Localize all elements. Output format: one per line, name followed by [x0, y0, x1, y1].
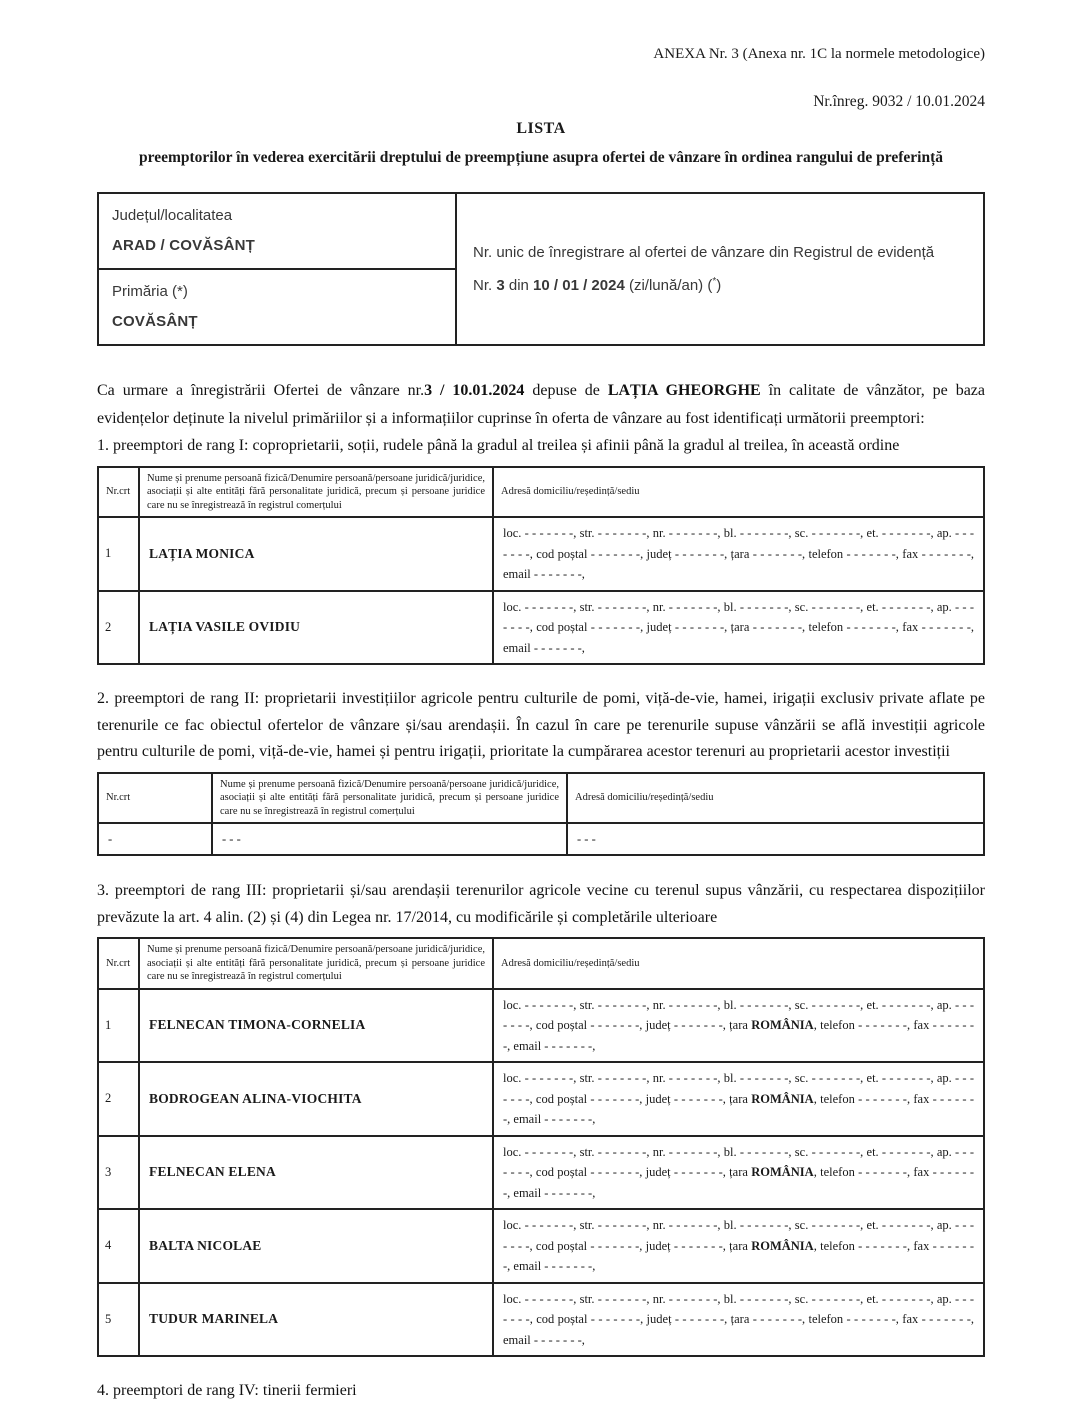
intro-paragraph: Ca urmare a înregistrării Ofertei de vânzare nr.3 / 10.01.2024 depuse de LAȚIA GHEORGHE în calitate de vânzător, pe baza evidențelor deținute la nivelul primăriilor și a informațiilor cuprinse în oferta de vânzare au fost identificați următorii preemptori:	[97, 382, 985, 427]
table-row	[98, 517, 984, 591]
table-row	[98, 823, 984, 855]
footnote-asterisk: *	[712, 276, 717, 287]
rang3-header-row	[98, 938, 984, 989]
row-number: 5	[98, 1283, 139, 1357]
column-header-address: Adresă domiciliu/reședință/sediu	[493, 938, 984, 989]
preemptor-address: loc. - - - - - - -, str. - - - - - - -, nr. - - - - - - -, bl. - - - - - - -, sc. - - - - - - -, et. - - - - - - -, ap. - - - - - - -, cod poștal - - - - - - -, județ - - - - - - -, țara ROMÂNIA, telefon - - - - - - -, fax - - - - - - -, email - - - - - - -,	[493, 1136, 984, 1210]
registry-number-line: Nr. 3 din 10 / 01 / 2024 (zi/lună/an) (*)	[473, 276, 722, 294]
row-number: 3	[98, 1136, 139, 1210]
preemptor-name: - - -	[212, 823, 567, 855]
table-row	[98, 1062, 984, 1136]
preemptor-address: loc. - - - - - - -, str. - - - - - - -, nr. - - - - - - -, bl. - - - - - - -, sc. - - - - - - -, et. - - - - - - -, ap. - - - - - - -, cod poștal - - - - - - -, județ - - - - - - -, țara ROMÂNIA, telefon - - - - - - -, fax - - - - - - -, email - - - - - - -,	[493, 1209, 984, 1283]
rang1-table	[97, 466, 985, 666]
table-row	[98, 989, 984, 1063]
preemptor-name: TUDUR MARINELA	[139, 1283, 493, 1357]
table-row	[98, 591, 984, 665]
judet-label: Județul/localitatea	[112, 207, 233, 224]
table-row	[98, 1209, 984, 1283]
column-header-name: Nume și prenume persoană fizică/Denumire persoană/persoane juridică/juridice, asociații și alte entități fără personalitate juridică, precum și persoane juridice care nu se înregistrează în registrul comerțului	[212, 773, 567, 824]
primaria-cell	[98, 269, 456, 345]
rang3-table	[97, 937, 985, 1357]
rang2-table	[97, 772, 985, 857]
info-box-table	[97, 192, 985, 346]
anexa-header: ANEXA Nr. 3 (Anexa nr. 1C la normele metodologice)	[653, 46, 985, 62]
preemptor-name: LAȚIA VASILE OVIDIU	[139, 591, 493, 665]
rang1-header-row	[98, 467, 984, 518]
registry-cell	[456, 193, 984, 345]
preemptor-name: FELNECAN ELENA	[139, 1136, 493, 1210]
preemptor-address: - - -	[567, 823, 984, 855]
row-number: 1	[98, 517, 139, 591]
column-header-name: Nume și prenume persoană fizică/Denumire persoană/persoane juridică/juridice, asociații și alte entități fără personalitate juridică, precum și persoane juridice care nu se înregistrează în registrul comerțului	[139, 938, 493, 989]
column-header-address: Adresă domiciliu/reședință/sediu	[567, 773, 984, 824]
preemptor-name: BODROGEAN ALINA-VIOCHITA	[139, 1062, 493, 1136]
section-rang4-title: 4. preemptori de rang IV: tinerii fermieri	[97, 1382, 357, 1399]
column-header-nr: Nr.crt	[98, 773, 212, 824]
column-header-address: Adresă domiciliu/reședință/sediu	[493, 467, 984, 518]
judet-cell	[98, 193, 456, 269]
section-rang1-title: 1. preemptori de rang I: coproprietarii, soții, rudele până la gradul al treilea și afinii până la gradul al treilea, în această ordine	[97, 437, 900, 454]
row-number: 2	[98, 1062, 139, 1136]
registration-number-line: Nr.înreg. 9032 / 10.01.2024	[813, 93, 985, 110]
rang2-header-row	[98, 773, 984, 824]
column-header-name: Nume și prenume persoană fizică/Denumire persoană/persoane juridică/juridice, asociații și alte entități fără personalitate juridică, precum și persoane juridice care nu se înregistrează în registrul comerțului	[139, 467, 493, 518]
document-title: LISTA	[516, 120, 566, 137]
document-subtitle: preemptorilor în vederea exercitării dreptului de preempțiune asupra ofertei de vânzare în ordinea rangului de preferință	[138, 149, 944, 166]
row-number: -	[98, 823, 212, 855]
preemptor-address: loc. - - - - - - -, str. - - - - - - -, nr. - - - - - - -, bl. - - - - - - -, sc. - - - - - - -, et. - - - - - - -, ap. - - - - - - -, cod poștal - - - - - - -, județ - - - - - - -, țara - - - - - - -, telefon - - - - - - -, fax - - - - - - -, email - - - - - - -,	[493, 1283, 984, 1357]
row-number: 4	[98, 1209, 139, 1283]
judet-value: ARAD / COVĂSÂNȚ	[112, 237, 256, 254]
table-row	[98, 1283, 984, 1357]
registry-text: Nr. unic de înregistrare al ofertei de vânzare din Registrul de evidență	[473, 244, 935, 261]
row-number: 2	[98, 591, 139, 665]
preemptor-name: LAȚIA MONICA	[139, 517, 493, 591]
preemptor-address: loc. - - - - - - -, str. - - - - - - -, nr. - - - - - - -, bl. - - - - - - -, sc. - - - - - - -, et. - - - - - - -, ap. - - - - - - -, cod poștal - - - - - - -, județ - - - - - - -, țara ROMÂNIA, telefon - - - - - - -, fax - - - - - - -, email - - - - - - -,	[493, 989, 984, 1063]
preemptor-name: BALTA NICOLAE	[139, 1209, 493, 1283]
section-rang3-title: 3. preemptori de rang III: proprietarii și/sau arendașii terenurilor agricole vecine cu terenul supus vânzării, cu respectarea dispozițiilor prevăzute la art. 4 alin. (2) și (4) din Legea nr. 17/2014, cu modificările și completările ulterioare	[97, 882, 985, 926]
preemptor-address: loc. - - - - - - -, str. - - - - - - -, nr. - - - - - - -, bl. - - - - - - -, sc. - - - - - - -, et. - - - - - - -, ap. - - - - - - -, cod poștal - - - - - - -, județ - - - - - - -, țara ROMÂNIA, telefon - - - - - - -, fax - - - - - - -, email - - - - - - -,	[493, 1062, 984, 1136]
section-rang2-title: 2. preemptori de rang II: proprietarii investițiilor agricole pentru culturile de pomi, viță-de-vie, hamei, irigații exclusiv private aflate pe terenurile ce fac obiectul ofertelor de vânzare și/sau arendașii. În cazul în care pe terenurile supuse vânzării se află investiții agricole pentru culturile de pomi, viță-de-vie, hamei și pentru irigații, prioritate la cumpărarea acestor terenuri au proprietarii acestor investiții	[97, 690, 985, 760]
primaria-value: COVĂSÂNȚ	[112, 313, 198, 330]
primaria-label: Primăria (*)	[112, 283, 188, 300]
preemptor-address: loc. - - - - - - -, str. - - - - - - -, nr. - - - - - - -, bl. - - - - - - -, sc. - - - - - - -, et. - - - - - - -, ap. - - - - - - -, cod poștal - - - - - - -, județ - - - - - - -, țara - - - - - - -, telefon - - - - - - -, fax - - - - - - -, email - - - - - - -,	[493, 517, 984, 591]
column-header-nr: Nr.crt	[98, 938, 139, 989]
preemptor-name: FELNECAN TIMONA-CORNELIA	[139, 989, 493, 1063]
column-header-nr: Nr.crt	[98, 467, 139, 518]
preemptor-address: loc. - - - - - - -, str. - - - - - - -, nr. - - - - - - -, bl. - - - - - - -, sc. - - - - - - -, et. - - - - - - -, ap. - - - - - - -, cod poștal - - - - - - -, județ - - - - - - -, țara - - - - - - -, telefon - - - - - - -, fax - - - - - - -, email - - - - - - -,	[493, 591, 984, 665]
table-row	[98, 1136, 984, 1210]
row-number: 1	[98, 989, 139, 1063]
